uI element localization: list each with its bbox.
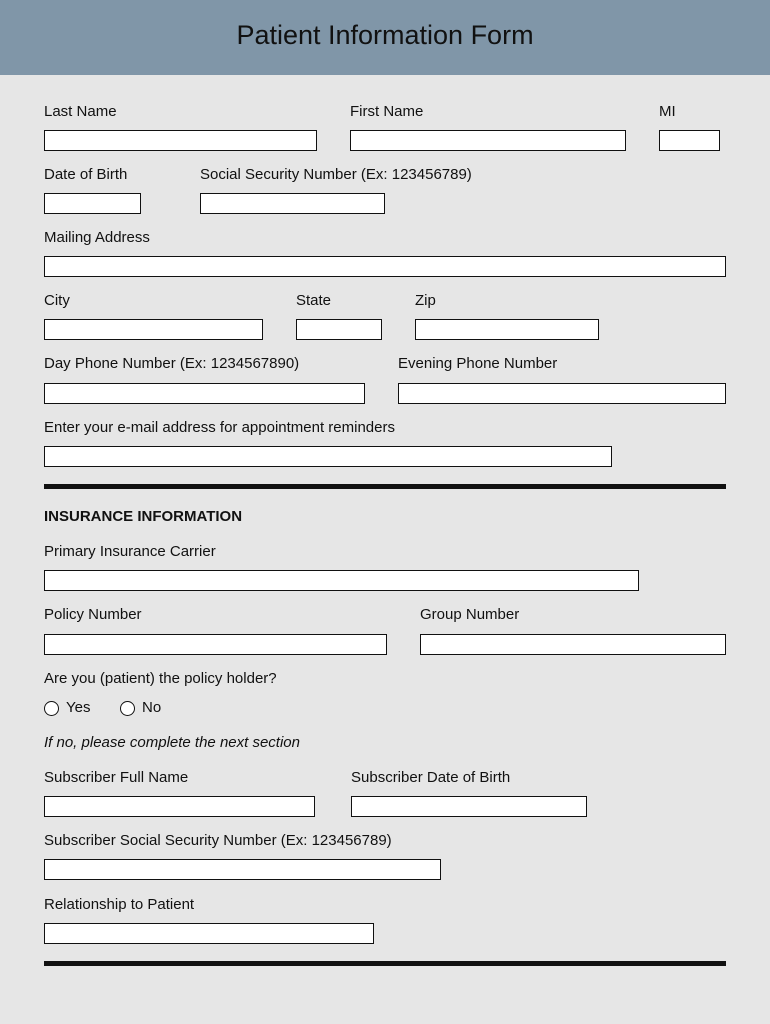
carrier-label: Primary Insurance Carrier — [44, 543, 216, 560]
zip-field[interactable] — [415, 319, 599, 340]
subscriber-dob-field[interactable] — [351, 796, 587, 817]
ssn-field[interactable] — [200, 193, 385, 214]
carrier-field[interactable] — [44, 570, 639, 591]
subscriber-ssn-label: Subscriber Social Security Number (Ex: 123456789) — [44, 832, 392, 849]
mailing-address-field[interactable] — [44, 256, 726, 277]
evening-phone-field[interactable] — [398, 383, 726, 404]
policy-holder-question: Are you (patient) the policy holder? — [44, 670, 277, 687]
relationship-label: Relationship to Patient — [44, 896, 195, 913]
zip-label: Zip — [415, 292, 436, 309]
dob-label: Date of Birth — [44, 166, 128, 183]
state-field[interactable] — [296, 319, 382, 340]
email-label: Enter your e-mail address for appointment reminders — [44, 419, 395, 436]
day-phone-label: Day Phone Number (Ex: 1234567890) — [44, 355, 300, 372]
group-number-label: Group Number — [420, 606, 520, 623]
no-label: No — [142, 699, 162, 716]
day-phone-field[interactable] — [44, 383, 365, 404]
subscriber-dob-label: Subscriber Date of Birth — [351, 769, 511, 786]
dob-field[interactable] — [44, 193, 141, 214]
relationship-field[interactable] — [44, 923, 374, 944]
mi-label: MI — [659, 103, 676, 120]
mi-field[interactable] — [659, 130, 720, 151]
email-field[interactable] — [44, 446, 612, 467]
page-title: Patient Information Form — [236, 20, 534, 50]
group-number-field[interactable] — [420, 634, 726, 655]
subscriber-ssn-field[interactable] — [44, 859, 441, 880]
first-name-label: First Name — [350, 103, 424, 120]
subscriber-name-field[interactable] — [44, 796, 315, 817]
first-name-field[interactable] — [350, 130, 626, 151]
city-field[interactable] — [44, 319, 263, 340]
insurance-section-title: INSURANCE INFORMATION — [44, 508, 243, 525]
yes-radio[interactable] — [44, 701, 59, 716]
section-divider — [44, 484, 726, 489]
section-note: If no, please complete the next section — [44, 734, 300, 751]
state-label: State — [296, 292, 332, 309]
ssn-label: Social Security Number (Ex: 123456789) — [200, 166, 472, 183]
policy-number-field[interactable] — [44, 634, 387, 655]
mailing-address-label: Mailing Address — [44, 229, 150, 246]
bottom-divider — [44, 961, 726, 966]
policy-number-label: Policy Number — [44, 606, 142, 623]
last-name-field[interactable] — [44, 130, 317, 151]
last-name-label: Last Name — [44, 103, 117, 120]
subscriber-name-label: Subscriber Full Name — [44, 769, 189, 786]
evening-phone-label: Evening Phone Number — [398, 355, 558, 372]
city-label: City — [44, 292, 70, 309]
no-radio[interactable] — [120, 701, 135, 716]
yes-label: Yes — [66, 699, 91, 716]
